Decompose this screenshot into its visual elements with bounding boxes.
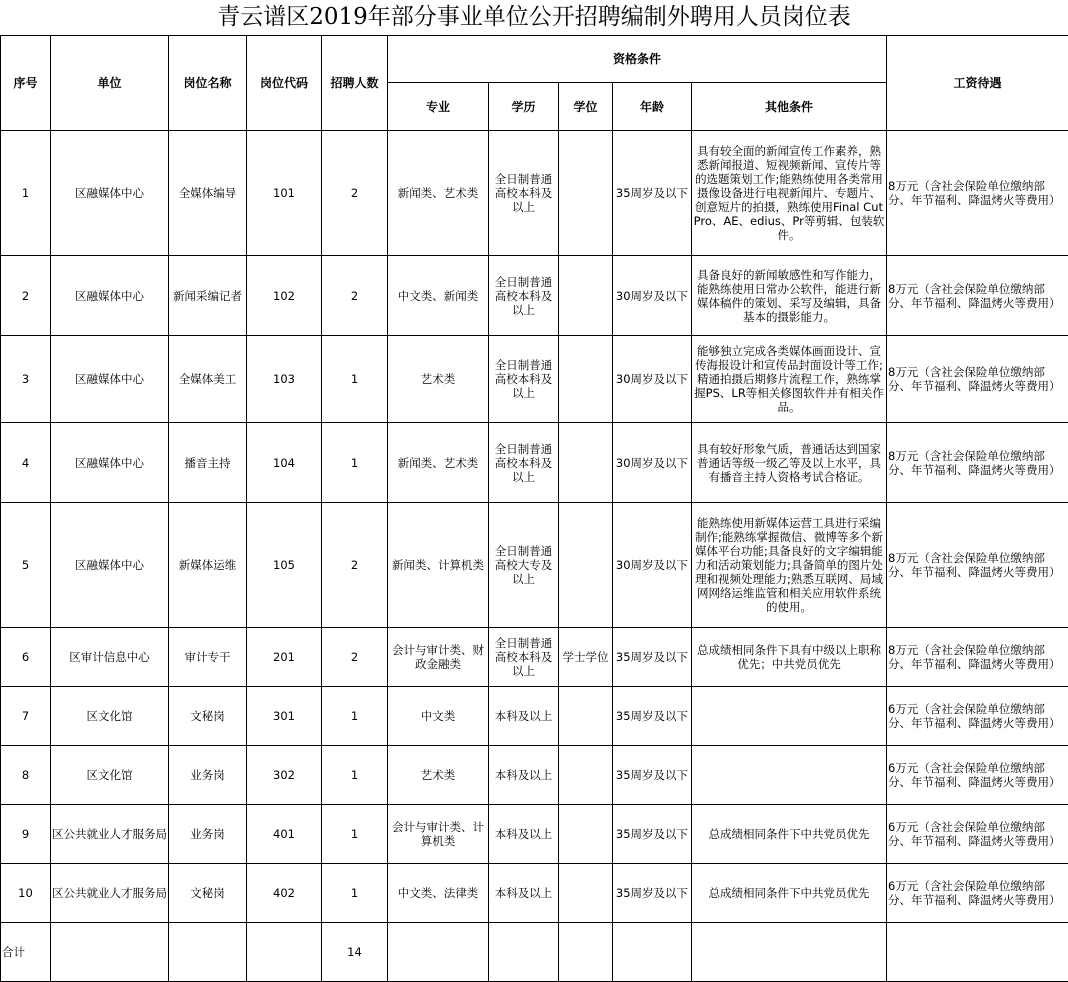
header-qualifications: 资格条件 [388,36,887,83]
cell-major: 中文类、法律类 [388,864,489,923]
cell-seq: 10 [1,864,51,923]
cell-education: 全日制普通高校本科及以上 [489,131,559,256]
cell-salary: 8万元（含社会保险单位缴纳部分、年节福利、降温烤火等费用） [887,503,1068,628]
cell-seq: 7 [1,687,51,746]
cell-post-name: 业务岗 [169,746,247,805]
cell-seq: 8 [1,746,51,805]
cell-count: 1 [322,864,388,923]
cell-other [692,746,887,805]
cell-unit: 区融媒体中心 [51,503,169,628]
cell-other: 能够独立完成各类媒体画面设计、宣传海报设计和宣传品封面设计等工作;精通拍摄后期修片流程工作，熟练掌握PS、LR等相关修图软件并有相关作品。 [692,336,887,423]
cell-post-code: 201 [247,628,322,687]
table-row [1,336,1068,423]
table-row [1,131,1068,256]
cell-major: 会计与审计类、财政金融类 [388,628,489,687]
cell-post-code: 104 [247,423,322,503]
cell-degree [559,805,613,864]
cell-unit: 区文化馆 [51,687,169,746]
cell-salary: 6万元（含社会保险单位缴纳部分、年节福利、降温烤火等费用） [887,746,1068,805]
cell-unit: 区审计信息中心 [51,628,169,687]
cell-degree [559,131,613,256]
table-row [1,864,1068,923]
cell-salary: 6万元（含社会保险单位缴纳部分、年节福利、降温烤火等费用） [887,805,1068,864]
header-seq: 序号 [1,36,51,131]
table-row [1,687,1068,746]
header-degree: 学位 [559,83,613,131]
cell-other [692,687,887,746]
header-education: 学历 [489,83,559,131]
cell-post-name: 全媒体美工 [169,336,247,423]
cell-other: 具备良好的新闻敏感性和写作能力，能熟练使用日常办公软件，能进行新媒体稿件的策划、采写及编辑，具备基本的摄影能力。 [692,256,887,336]
cell-unit: 区融媒体中心 [51,131,169,256]
cell-age: 30周岁及以下 [613,423,692,503]
cell-education: 本科及以上 [489,864,559,923]
cell-major: 会计与审计类、计算机类 [388,805,489,864]
cell-post-name: 新闻采编记者 [169,256,247,336]
cell-unit: 区公共就业人才服务局 [51,864,169,923]
cell-post-name: 文秘岗 [169,864,247,923]
cell-count: 2 [322,503,388,628]
cell-seq: 9 [1,805,51,864]
cell-degree [559,256,613,336]
cell-count: 2 [322,131,388,256]
cell-education: 全日制普通高校本科及以上 [489,256,559,336]
cell-other: 能熟练使用新媒体运营工具进行采编制作;能熟练掌握微信、微博等多个新媒体平台功能;具备良好的文字编辑能力和活动策划能力;具备简单的图片处理和视频处理能力;熟悉互联网、局域网网络运维监管和相关应用软件系统的使用。 [692,503,887,628]
cell-count: 1 [322,423,388,503]
cell-post-code: 301 [247,687,322,746]
cell-education: 本科及以上 [489,687,559,746]
cell-seq: 5 [1,503,51,628]
cell-other: 具有较好形象气质，普通话达到国家普通话等级一级乙等及以上水平，具有播音主持人资格考试合格证。 [692,423,887,503]
cell-other: 总成绩相同条件下中共党员优先 [692,805,887,864]
cell-post-code: 401 [247,805,322,864]
cell-post-code: 302 [247,746,322,805]
cell-post-name: 业务岗 [169,805,247,864]
cell-age: 35周岁及以下 [613,864,692,923]
cell-age: 35周岁及以下 [613,687,692,746]
header-major: 专业 [388,83,489,131]
cell-age: 30周岁及以下 [613,256,692,336]
cell-age: 30周岁及以下 [613,336,692,423]
cell-count: 1 [322,746,388,805]
cell-degree [559,423,613,503]
cell-unit: 区融媒体中心 [51,336,169,423]
header-unit: 单位 [51,36,169,131]
cell-count: 2 [322,256,388,336]
table-row [1,256,1068,336]
page-title: 青云谱区2019年部分事业单位公开招聘编制外聘用人员岗位表 [0,0,1068,35]
cell-post-name: 新媒体运维 [169,503,247,628]
cell-unit: 区公共就业人才服务局 [51,805,169,864]
table-row [1,423,1068,503]
header-post-code: 岗位代码 [247,36,322,131]
cell-major: 新闻类、计算机类 [388,503,489,628]
cell-seq: 1 [1,131,51,256]
cell-seq: 6 [1,628,51,687]
table-row [1,805,1068,864]
cell-post-code: 105 [247,503,322,628]
cell-post-name: 审计专干 [169,628,247,687]
cell-major: 新闻类、艺术类 [388,423,489,503]
cell-post-name: 播音主持 [169,423,247,503]
table-row [1,628,1068,687]
total-label: 合计 [1,923,51,982]
header-salary: 工资待遇 [887,36,1068,131]
cell-major: 艺术类 [388,336,489,423]
header-count: 招聘人数 [322,36,388,131]
cell-unit: 区融媒体中心 [51,423,169,503]
cell-salary: 6万元（含社会保险单位缴纳部分、年节福利、降温烤火等费用） [887,864,1068,923]
header-other: 其他条件 [692,83,887,131]
cell-post-code: 103 [247,336,322,423]
cell-education: 本科及以上 [489,805,559,864]
header-post-name: 岗位名称 [169,36,247,131]
cell-age: 35周岁及以下 [613,746,692,805]
cell-major: 艺术类 [388,746,489,805]
cell-other: 总成绩相同条件下具有中级以上职称优先；中共党员优先 [692,628,887,687]
cell-degree [559,864,613,923]
cell-salary: 8万元（含社会保险单位缴纳部分、年节福利、降温烤火等费用） [887,336,1068,423]
cell-seq: 2 [1,256,51,336]
cell-degree: 学士学位 [559,628,613,687]
cell-major: 中文类、新闻类 [388,256,489,336]
cell-degree [559,746,613,805]
cell-post-code: 402 [247,864,322,923]
cell-major: 新闻类、艺术类 [388,131,489,256]
cell-count: 1 [322,336,388,423]
cell-unit: 区融媒体中心 [51,256,169,336]
cell-education: 全日制普通高校本科及以上 [489,336,559,423]
cell-count: 2 [322,628,388,687]
cell-unit: 区文化馆 [51,746,169,805]
cell-post-name: 文秘岗 [169,687,247,746]
cell-degree [559,336,613,423]
cell-post-code: 102 [247,256,322,336]
cell-education: 本科及以上 [489,746,559,805]
cell-education: 全日制普通高校本科及以上 [489,628,559,687]
table-row [1,503,1068,628]
cell-age: 35周岁及以下 [613,131,692,256]
cell-salary: 8万元（含社会保险单位缴纳部分、年节福利、降温烤火等费用） [887,423,1068,503]
positions-table [0,35,1068,982]
cell-major: 中文类 [388,687,489,746]
cell-seq: 3 [1,336,51,423]
cell-other: 总成绩相同条件下中共党员优先 [692,864,887,923]
total-count: 14 [322,923,388,982]
cell-education: 全日制普通高校大专及以上 [489,503,559,628]
cell-age: 35周岁及以下 [613,805,692,864]
cell-salary: 8万元（含社会保险单位缴纳部分、年节福利、降温烤火等费用） [887,628,1068,687]
cell-salary: 6万元（含社会保险单位缴纳部分、年节福利、降温烤火等费用） [887,687,1068,746]
cell-other: 具有较全面的新闻宣传工作素养，熟悉新闻报道、短视频新闻、宣传片等的选题策划工作;能熟练使用各类常用摄像设备进行电视新闻片、专题片、创意短片的拍摄，熟练使用Final Cut Pro、AE、edius、Pr等剪辑、包装软件。 [692,131,887,256]
cell-count: 1 [322,805,388,864]
cell-seq: 4 [1,423,51,503]
cell-salary: 8万元（含社会保险单位缴纳部分、年节福利、降温烤火等费用） [887,131,1068,256]
cell-post-name: 全媒体编导 [169,131,247,256]
cell-age: 30周岁及以下 [613,503,692,628]
table-row [1,746,1068,805]
cell-post-code: 101 [247,131,322,256]
cell-age: 35周岁及以下 [613,628,692,687]
cell-education: 全日制普通高校本科及以上 [489,423,559,503]
cell-degree [559,687,613,746]
cell-salary: 8万元（含社会保险单位缴纳部分、年节福利、降温烤火等费用） [887,256,1068,336]
header-age: 年龄 [613,83,692,131]
cell-count: 1 [322,687,388,746]
cell-degree [559,503,613,628]
